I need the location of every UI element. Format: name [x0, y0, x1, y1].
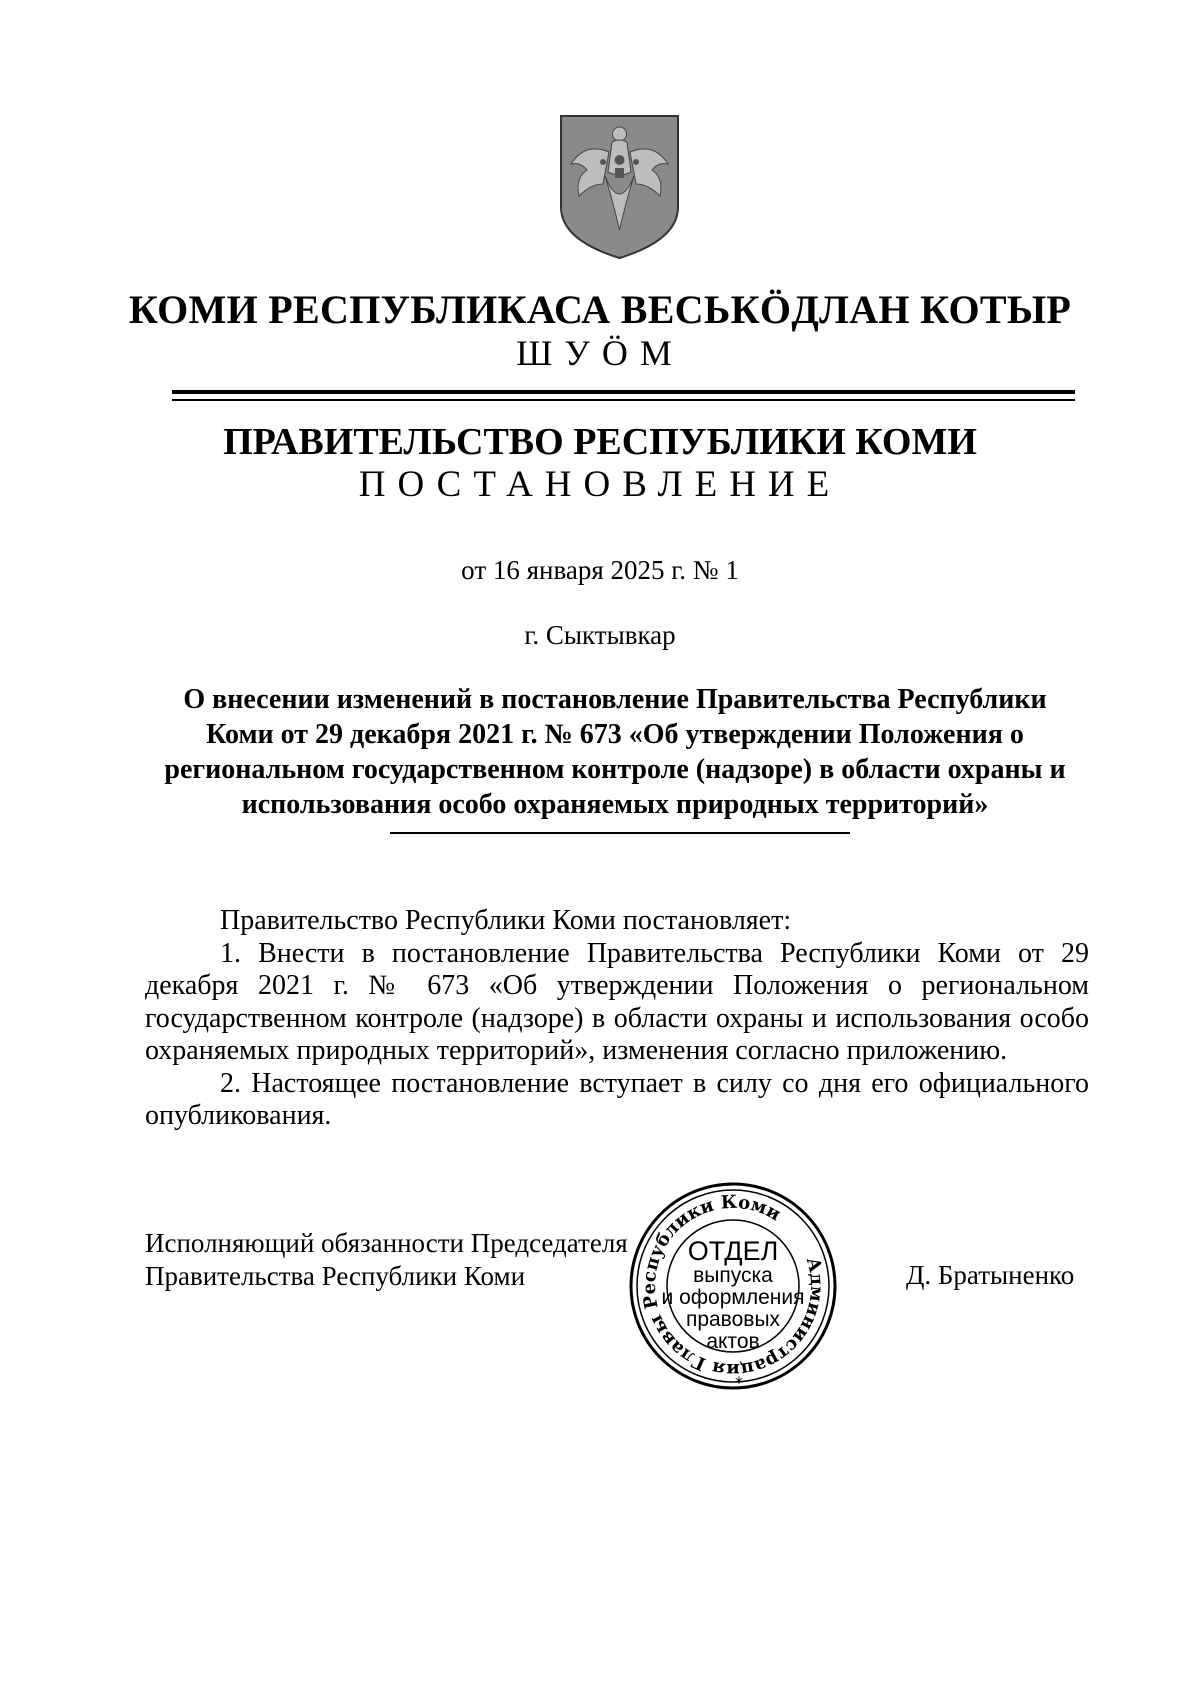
stamp-ring-text: Администрация Главы Республики Коми: [638, 1191, 828, 1381]
komi-government-title: КОМИ РЕСПУБЛИКАСА ВЕСЬКӦДЛАН КОТЫР: [128, 287, 1072, 332]
russian-document-type: ПОСТАНОВЛЕНИЕ: [358, 464, 842, 505]
signatory-position: [145, 1227, 628, 1293]
russian-government-title: ПРАВИТЕЛЬСТВО РЕСПУБЛИКИ КОМИ: [223, 421, 977, 463]
komi-document-type: ШУӦМ: [516, 333, 684, 373]
stamp-center-text: [658, 1237, 808, 1353]
title-line: региональном государственном контроле (надзоре) в области охраны и: [164, 754, 1066, 785]
stamp-line: актов: [706, 1330, 760, 1353]
body-clause-2: 2. Настоящее постановление вступает в силу со дня его официального опубликования.: [145, 1067, 1089, 1131]
stamp-line: и оформления: [661, 1286, 805, 1309]
coat-of-arms-emblem: [557, 112, 682, 262]
body-preamble: Правительство Республики Коми постановляет:: [220, 905, 792, 936]
document-city: г. Сыктывкар: [524, 620, 676, 650]
title-line: О внесении изменений в постановление Правительства Республики: [183, 684, 1047, 715]
document-date-number: от 16 января 2025 г. № 1: [461, 555, 739, 585]
document-body: [145, 905, 1089, 1133]
body-clause-1: 1. Внести в постановление Правительства Республики Коми от 29 декабря 2021 г. № 673 «Об утверждении Положения о региональном государственном контроле (надзоре) в области охраны и использования особо охраняемых природных территорий», изменения согласно приложению.: [145, 937, 1089, 1066]
stamp-line: правовых: [685, 1308, 781, 1331]
stamp-line: выпуска: [693, 1264, 773, 1287]
header-divider-thick: [172, 390, 1075, 394]
signatory-position-line: Правительства Республики Коми: [145, 1261, 526, 1291]
document-title: [145, 682, 1085, 822]
title-line: использования особо охраняемых природных территорий»: [241, 789, 989, 820]
header-divider-thin: [172, 399, 1075, 401]
title-line: Коми от 29 декабря 2021 г. № 673 «Об утверждении Положения о: [206, 719, 1024, 750]
stamp-star-icon: *: [735, 1373, 743, 1392]
stamp-line: ОТДЕЛ: [687, 1236, 779, 1266]
signatory-position-line: Исполняющий обязанности Председателя: [145, 1228, 628, 1258]
title-underline: [390, 832, 850, 834]
signatory-name: Д. Братыненко: [906, 1260, 1075, 1290]
